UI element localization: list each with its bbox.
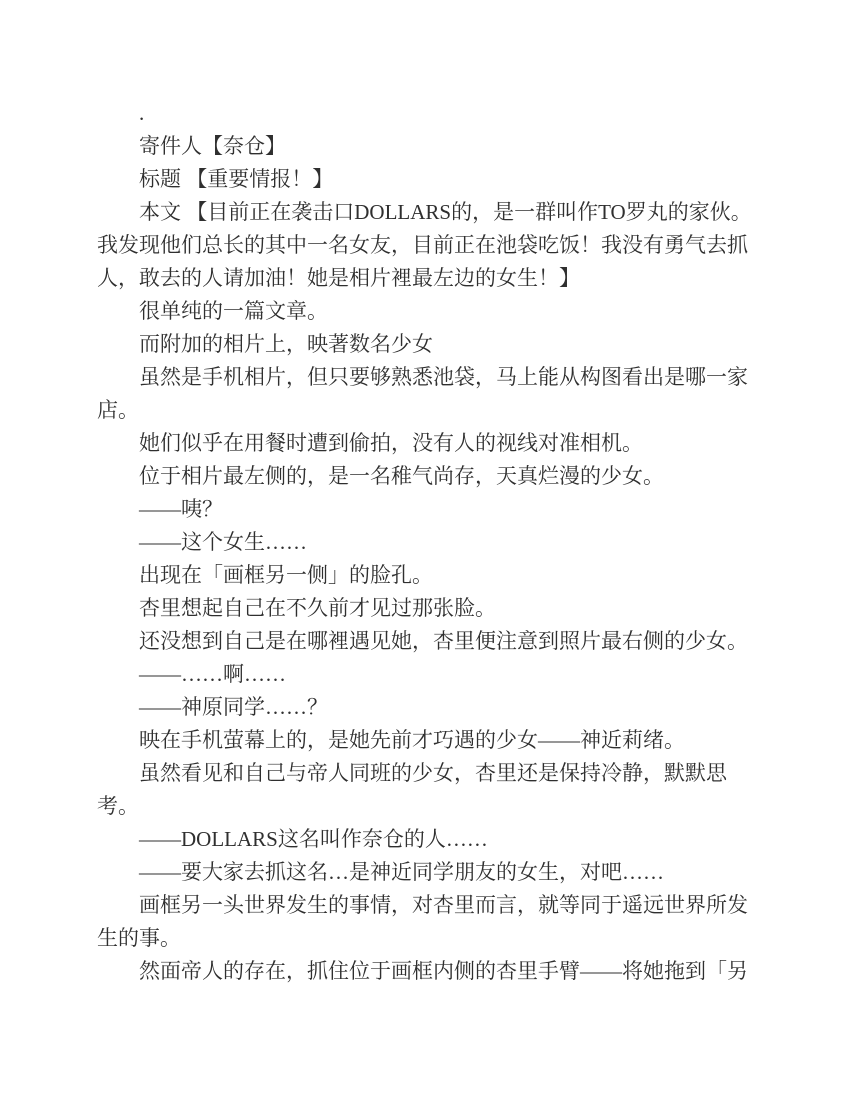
text-line: 出现在「画框另一侧」的脸孔。 [139,563,433,587]
text-line: 很单纯的一篇文章。 [139,299,328,323]
text-line: 寄件人【奈仓】 [139,134,286,158]
text-line: 考。 [97,794,139,818]
text-line: ——咦？ [139,497,223,521]
text-line: 杏里想起自己在不久前才见过那张脸。 [139,596,496,620]
text-line: 而附加的相片上，映著数名少女 [139,332,433,356]
text-line: ——要大家去抓这名…是神近同学朋友的女生，对吧…… [139,860,664,884]
text-line: 店。 [97,398,139,422]
text-line: 然面帝人的存在，抓住位于画框内侧的杏里手臂——将她拖到「另 [139,959,748,983]
text-line: ——DOLLARS这名叫作奈仓的人…… [139,827,488,851]
text-line: 映在手机萤幕上的，是她先前才巧遇的少女——神近莉绪。 [139,728,685,752]
text-line: 她们似乎在用餐时遭到偷拍，没有人的视线对准相机。 [139,431,643,455]
text-line: 我发现他们总长的其中一名女友，目前正在池袋吃饭！我没有勇气去抓 [97,233,748,257]
text-block [97,97,765,988]
text-line: 位于相片最左侧的，是一名稚气尚存，天真烂漫的少女。 [139,464,664,488]
text-line: 画框另一头世界发生的事情，对杏里而言，就等同于遥远世界所发 [139,893,748,917]
text-line: 生的事。 [97,926,181,950]
text-line: 标题 【重要情报！】 [139,167,334,191]
text-line: ——这个女生…… [139,530,307,554]
text-line: ——神原同学……？ [139,695,328,719]
text-line: 本文 【目前正在袭击口DOLLARS的，是一群叫作TO罗丸的家伙。 [139,200,752,224]
text-line: ——……啊…… [139,662,286,686]
text-line: 还没想到自己是在哪裡遇见她，杏里便注意到照片最右侧的少女。 [139,629,748,653]
text-line: . [139,101,145,125]
text-line: 人，敢去的人请加油！她是相片裡最左边的女生！】 [97,266,580,290]
text-line: 虽然看见和自己与帝人同班的少女，杏里还是保持冷静，默默思 [139,761,727,785]
text-line: 虽然是手机相片，但只要够熟悉池袋，马上能从构图看出是哪一家 [139,365,748,389]
